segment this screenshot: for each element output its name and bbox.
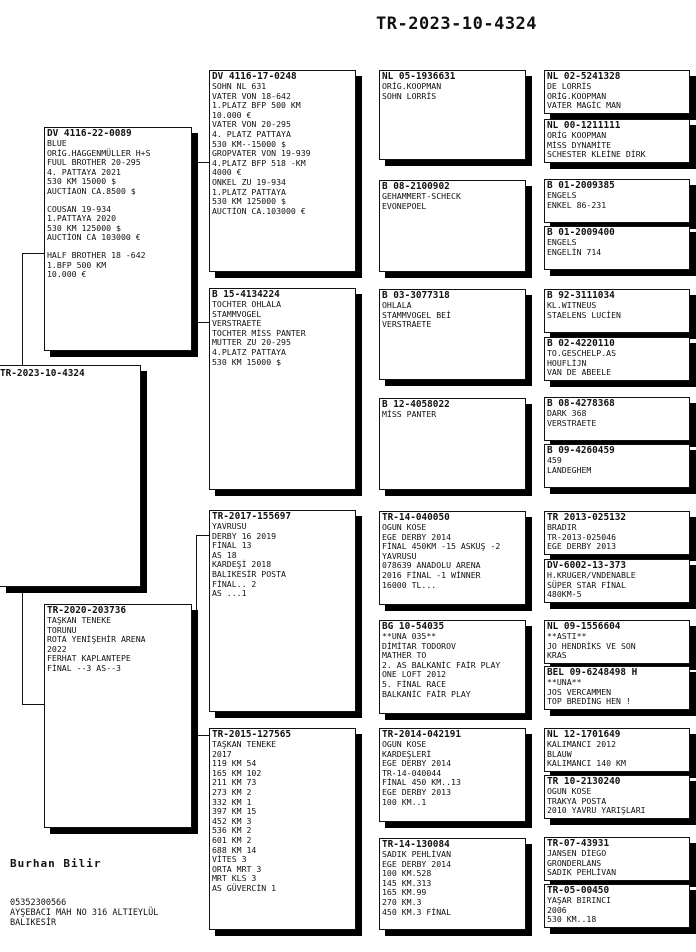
gen4-ring: TR-05-00450 <box>547 885 610 896</box>
gen3-line: FİNAL 450 KM..13 <box>382 777 461 788</box>
gen3-line: ORİG.KOOPMAN <box>382 81 442 91</box>
gen3-ring: B 12-4058022 <box>382 399 450 410</box>
gen4-line: VATER MAGİC MAN <box>547 100 621 111</box>
gen3-box-7 <box>379 728 526 822</box>
gen4-line: KL.WITNEUS <box>547 300 597 310</box>
gen4-box-6 <box>544 337 690 381</box>
dam-line: TAŞKAN TENEKE <box>47 615 112 625</box>
gen4-line: BRADIR <box>547 522 577 532</box>
sire-sire-line: GROPVATER VON 19-939 <box>212 148 311 159</box>
connector <box>196 322 209 323</box>
dam-box <box>44 604 192 828</box>
sire-line: 530 KM 125000 $ <box>47 222 121 233</box>
gen4-line: YAŞAR BIRINCI <box>547 895 612 905</box>
gen3-line: EGE DERBY 2013 <box>382 786 452 797</box>
gen4-line: KRAS <box>547 650 567 661</box>
dam-sire-line: DERBY 16 2019 <box>212 530 277 541</box>
gen4-line: SCHESTER KLEİNE DİRK <box>547 149 646 160</box>
gen3-box-3 <box>379 289 526 380</box>
gen3-line: DİMİTAR TODOROV <box>382 640 456 651</box>
gen3-line: 2016 FİNAL -1 WİNNER <box>382 569 481 580</box>
sire-dam-line: VERSTRAETE <box>212 318 262 329</box>
dam-dam-line: AS GÜVERCİN 1 <box>212 882 277 893</box>
dam-dam-line: 119 KM 54 <box>212 758 257 769</box>
dam-sire-line: YAVRUSU <box>212 521 247 531</box>
owner-address: AYŞEBACI MAH NO 316 ALTIEYLÜL <box>10 908 159 918</box>
sire-line: 4. PATTAYA 2021 <box>47 166 121 177</box>
pedigree-title: TR-2023-10-4324 <box>376 14 538 34</box>
gen4-line: ENGELS <box>547 237 577 247</box>
gen3-line: 145 KM.313 <box>382 877 432 888</box>
gen4-line: MİSS DYNAMİTE <box>547 139 612 150</box>
dam-dam-line: 211 KM 73 <box>212 777 257 788</box>
gen3-line: TR-14-040044 <box>382 767 442 778</box>
dam-sire-box <box>209 510 356 712</box>
dam-line: ROTA YENİŞEHİR ARENA <box>47 634 146 645</box>
sire-dam-line: 530 KM 15000 $ <box>212 356 282 367</box>
gen3-ring: TR-2014-042191 <box>382 729 462 740</box>
owner-phone: 05352300566 <box>10 898 67 908</box>
dam-dam-line: 397 KM 15 <box>212 806 257 817</box>
connector <box>196 535 209 536</box>
gen4-box-4 <box>544 226 690 270</box>
gen4-line: KALIMANCI 140 KM <box>547 758 626 769</box>
connector <box>196 162 209 163</box>
sire-dam-box <box>209 288 356 490</box>
sire-sire-line: 530 KM 125000 $ <box>212 196 286 207</box>
gen4-ring: BEL 09-6248498 H <box>547 667 638 678</box>
sire-sire-line: SOHN NL 631 <box>212 81 267 91</box>
dam-dam-line: VİTES 3 <box>212 854 247 865</box>
gen4-line: JANSEN DİEGO <box>547 848 607 858</box>
gen3-box-5 <box>379 511 526 605</box>
gen4-line: ORİG.KOOPMAN <box>547 90 607 101</box>
gen4-line: DARK 368 <box>547 408 587 418</box>
gen4-line: ENGELİN 714 <box>547 246 602 257</box>
subject-box <box>0 365 141 587</box>
dam-sire-line: KARDEŞİ 2018 <box>212 559 272 570</box>
sire-sire-line: 530 KM--15000 $ <box>212 138 286 149</box>
gen4-ring: B 01-2009400 <box>547 227 615 238</box>
gen3-ring: B 08-2100902 <box>382 181 450 192</box>
connector <box>196 735 209 736</box>
dam-dam-ring: TR-2015-127565 <box>212 729 292 740</box>
sire-line: FUUL BROTHER 20-295 <box>47 157 141 168</box>
gen3-line: GEHAMMERT-SCHECK <box>382 191 461 201</box>
dam-line: FERHAT KAPLANTEPE <box>47 653 131 664</box>
sire-dam-line: TOCHTER MİSS PANTER <box>212 327 306 338</box>
gen4-box-7 <box>544 397 690 441</box>
sire-sire-line: VATER VON 18-642 <box>212 90 291 101</box>
sire-sire-ring: DV 4116-17-0248 <box>212 71 297 82</box>
sire-sire-line: 10.000 € <box>212 109 252 120</box>
gen4-ring: DV-6002-13-373 <box>547 560 627 571</box>
gen3-line: STAMMVOGEL BEİ <box>382 309 452 320</box>
gen4-line: GRONDERLANS <box>547 857 602 868</box>
sire-dam-line: TOCHTER OHLALA <box>212 299 282 309</box>
gen4-ring: TR-07-43931 <box>547 838 610 849</box>
gen3-line: EGE DERBY 2014 <box>382 858 452 869</box>
gen4-line: JOS VERCAMMEN <box>547 686 612 697</box>
dam-dam-box <box>209 728 356 930</box>
sire-sire-line: 1.PLATZ BFP 500 KM <box>212 100 301 111</box>
dam-dam-line: ORTA MRT 3 <box>212 863 262 874</box>
gen4-box-2 <box>544 119 690 163</box>
gen3-line: YAVRUSU <box>382 550 417 561</box>
sire-dam-line: MUTTER ZU 20-295 <box>212 337 291 348</box>
dam-sire-line: FİNAL.. 2 <box>212 578 257 589</box>
dam-dam-line: 452 KM 3 <box>212 815 252 826</box>
dam-dam-line: 332 KM 1 <box>212 796 252 807</box>
sire-box <box>44 127 192 351</box>
connector <box>22 253 44 254</box>
gen3-line: MİSS PANTER <box>382 409 437 419</box>
gen3-line: EGE DERBY 2014 <box>382 531 452 542</box>
gen4-line: KALIMANCI 2012 <box>547 739 617 749</box>
gen4-ring: B 01-2009385 <box>547 180 615 191</box>
dam-sire-line: FİNAL 13 <box>212 540 252 551</box>
gen4-ring: TR 10-2130240 <box>547 776 621 787</box>
gen4-ring: TR 2013-025132 <box>547 512 627 523</box>
gen4-ring: NL 02-5241328 <box>547 71 621 82</box>
sire-sire-line: 1.PLATZ PATTAYA <box>212 186 286 197</box>
sire-dam-line: STAMMVOGEL <box>212 308 262 319</box>
gen3-box-6 <box>379 620 526 714</box>
gen4-ring: NL 09-1556604 <box>547 621 621 632</box>
gen4-line: HOUFLİJN <box>547 357 587 368</box>
dam-dam-line: 601 KM 2 <box>212 834 252 845</box>
gen4-line: BLAUW <box>547 748 572 759</box>
sire-sire-line: ONKEL ZU 19-934 <box>212 176 286 187</box>
gen4-ring: NL 00-1211111 <box>547 120 621 131</box>
gen4-line: TO.GESCHELP.AS <box>547 348 617 358</box>
gen4-line: STAELENS LUCİEN <box>547 309 621 320</box>
sire-sire-line: AUCTİON CA.103000 € <box>212 205 306 216</box>
gen3-line: VERSTRAETE <box>382 319 432 330</box>
sire-line: 1.BFP 500 KM <box>47 259 107 270</box>
gen4-line: ENKEL 86-231 <box>547 199 607 210</box>
gen3-line: ONE LOFT 2012 <box>382 669 447 680</box>
gen4-box-8 <box>544 444 690 488</box>
sire-sire-line: 4.PLATZ BFP 518 -KM <box>212 157 306 168</box>
gen4-line: **UNA** <box>547 677 582 687</box>
gen4-line: DE LORRİS <box>547 81 592 91</box>
gen4-box-3 <box>544 179 690 223</box>
gen3-ring: NL 05-1936631 <box>382 71 456 82</box>
sire-line: HALF BROTHER 18 -642 <box>47 249 146 260</box>
sire-sire-line: 4000 € <box>212 167 242 178</box>
gen4-line: VAN DE ABEELE <box>547 367 612 378</box>
gen3-line: 165 KM.99 <box>382 887 427 898</box>
dam-dam-line: 273 KM 2 <box>212 786 252 797</box>
gen3-ring: TR-14-130084 <box>382 839 450 850</box>
gen3-line: SOHN LORRİS <box>382 90 437 101</box>
dam-dam-line: MRT KLS 3 <box>212 873 257 884</box>
gen3-box-4 <box>379 398 526 490</box>
sire-line: 1.PATTAYA 2020 <box>47 213 117 224</box>
gen3-ring: BG 10-54035 <box>382 621 445 632</box>
dam-dam-line: TAŞKAN TENEKE <box>212 739 277 749</box>
gen3-ring: TR-14-040050 <box>382 512 450 523</box>
gen4-line: ENGELS <box>547 190 577 200</box>
connector <box>196 535 197 735</box>
sire-line: BLUE <box>47 138 67 148</box>
sire-sire-line: 4. PLATZ PATTAYA <box>212 128 291 139</box>
gen4-line: H.KRUGER/VNDENABLE <box>547 570 636 580</box>
dam-dam-line: 688 KM 14 <box>212 844 257 855</box>
sire-line: AUCTİON CA 103000 € <box>47 232 141 243</box>
gen3-line: SADIK PEHLİVAN <box>382 849 452 859</box>
gen3-line: 100 KM.528 <box>382 868 432 879</box>
gen3-box-8 <box>379 838 526 930</box>
gen3-line: 100 KM..1 <box>382 796 427 807</box>
owner-city: BALIKESİR <box>10 918 57 928</box>
owner-contact <box>10 898 158 928</box>
gen3-line: 450 KM.3 FİNAL <box>382 906 452 917</box>
gen3-line: OGUN KOSE <box>382 739 427 749</box>
sire-line: 10.000 € <box>47 269 87 280</box>
sire-dam-line: 4.PLATZ PATTAYA <box>212 346 286 357</box>
gen4-line: TR-2013-025046 <box>547 531 617 542</box>
dam-line: 2022 <box>47 643 67 654</box>
gen3-line: OGUN KOSE <box>382 522 427 532</box>
gen4-box-10 <box>544 559 690 603</box>
gen4-line: TOP BREDİNG HEN ! <box>547 696 631 707</box>
gen4-line: 2010 YAVRU YARIŞLARI <box>547 805 646 816</box>
gen4-line: ORİG KOOPMAN <box>547 130 607 140</box>
owner-name: Burhan Bilir <box>10 857 102 870</box>
connector <box>22 253 23 365</box>
gen4-line: 480KM-5 <box>547 589 582 600</box>
dam-sire-line: AS ...1 <box>212 588 247 599</box>
gen4-box-9 <box>544 511 690 555</box>
connector <box>196 162 197 322</box>
gen3-line: 16000 TL... <box>382 579 437 590</box>
gen4-box-15 <box>544 837 690 881</box>
gen4-ring: NL 12-1701649 <box>547 729 621 740</box>
dam-dam-line: 165 KM 102 <box>212 767 262 778</box>
gen3-box-2 <box>379 180 526 272</box>
gen3-line: 5. FİNAL RACE <box>382 678 447 689</box>
connector <box>22 704 44 705</box>
gen3-line: 270 KM.3 <box>382 896 422 907</box>
sire-line: AUCTİAON CA.8500 $ <box>47 185 136 196</box>
gen4-line: VERSTRAETE <box>547 417 597 428</box>
dam-sire-ring: TR-2017-155697 <box>212 511 292 522</box>
dam-sire-line: AS 18 <box>212 549 237 560</box>
gen4-line: EGE DERBY 2013 <box>547 541 617 552</box>
gen4-ring: B 09-4260459 <box>547 445 615 456</box>
subject-ring: TR-2023-10-4324 <box>0 368 85 379</box>
gen4-line: SÜPER STAR FİNAL <box>547 579 626 590</box>
dam-sire-line: BALIKESİR POSTA <box>212 568 286 579</box>
gen3-ring: B 03-3077318 <box>382 290 450 301</box>
gen3-line: 2. AS BALKANİC FAİR PLAY <box>382 659 501 670</box>
gen3-line: FİNAL 450KM -15 ASKUŞ -2 <box>382 541 501 552</box>
gen4-line: 2006 <box>547 904 567 915</box>
gen4-box-5 <box>544 289 690 333</box>
gen3-line: EVONEPOEL <box>382 200 427 211</box>
gen4-box-1 <box>544 70 690 114</box>
gen3-box-1 <box>379 70 526 160</box>
dam-line: TORUNU <box>47 624 77 635</box>
sire-line: ORİG.HAGGENMÜLLER H+S <box>47 147 151 158</box>
sire-line: 530 KM 15000 $ <box>47 176 117 187</box>
gen4-line: 459 <box>547 455 562 465</box>
gen3-line: MATHER TO <box>382 650 427 661</box>
sire-ring: DV 4116-22-0089 <box>47 128 132 139</box>
gen3-line: BALKANİC FAİR PLAY <box>382 688 471 699</box>
gen3-line: KARDEŞLERİ <box>382 748 432 759</box>
dam-ring: TR-2020-203736 <box>47 605 127 616</box>
gen4-box-16 <box>544 884 690 928</box>
gen4-box-13 <box>544 728 690 772</box>
gen4-ring: B 92-3111034 <box>547 290 615 301</box>
sire-sire-box <box>209 70 356 272</box>
gen4-line: 530 KM..18 <box>547 914 597 925</box>
gen4-line: OGUN KOSE <box>547 786 592 796</box>
gen4-box-11 <box>544 620 690 664</box>
gen4-line: LANDEGHEM <box>547 464 592 475</box>
sire-sire-line: VATER VON 20-295 <box>212 119 291 130</box>
gen4-line: SADIK PEHLİVAN <box>547 867 617 878</box>
gen4-box-12 <box>544 666 690 710</box>
dam-line: FİNAL --3 AS--3 <box>47 662 121 673</box>
connector <box>22 592 23 704</box>
gen4-line: JO HENDRİKS VE SON <box>547 640 636 651</box>
gen4-line: **ASTI** <box>547 631 587 641</box>
dam-dam-line: 2017 <box>212 748 232 759</box>
gen4-ring: B 08-4278368 <box>547 398 615 409</box>
gen3-line: EGE DERBY 2014 <box>382 758 452 769</box>
dam-dam-line: 536 KM 2 <box>212 825 252 836</box>
gen4-ring: B 02-4220110 <box>547 338 615 349</box>
gen3-line: **UNA 035** <box>382 631 437 641</box>
gen4-box-14 <box>544 775 690 819</box>
gen3-line: OHLALA <box>382 300 412 310</box>
gen3-line: 078639 ANADOLU ARENA <box>382 560 481 571</box>
sire-line: COUSAN 19-934 <box>47 203 112 214</box>
gen4-line: TRAKYA POSTA <box>547 795 607 806</box>
sire-dam-ring: B 15-4134224 <box>212 289 280 300</box>
